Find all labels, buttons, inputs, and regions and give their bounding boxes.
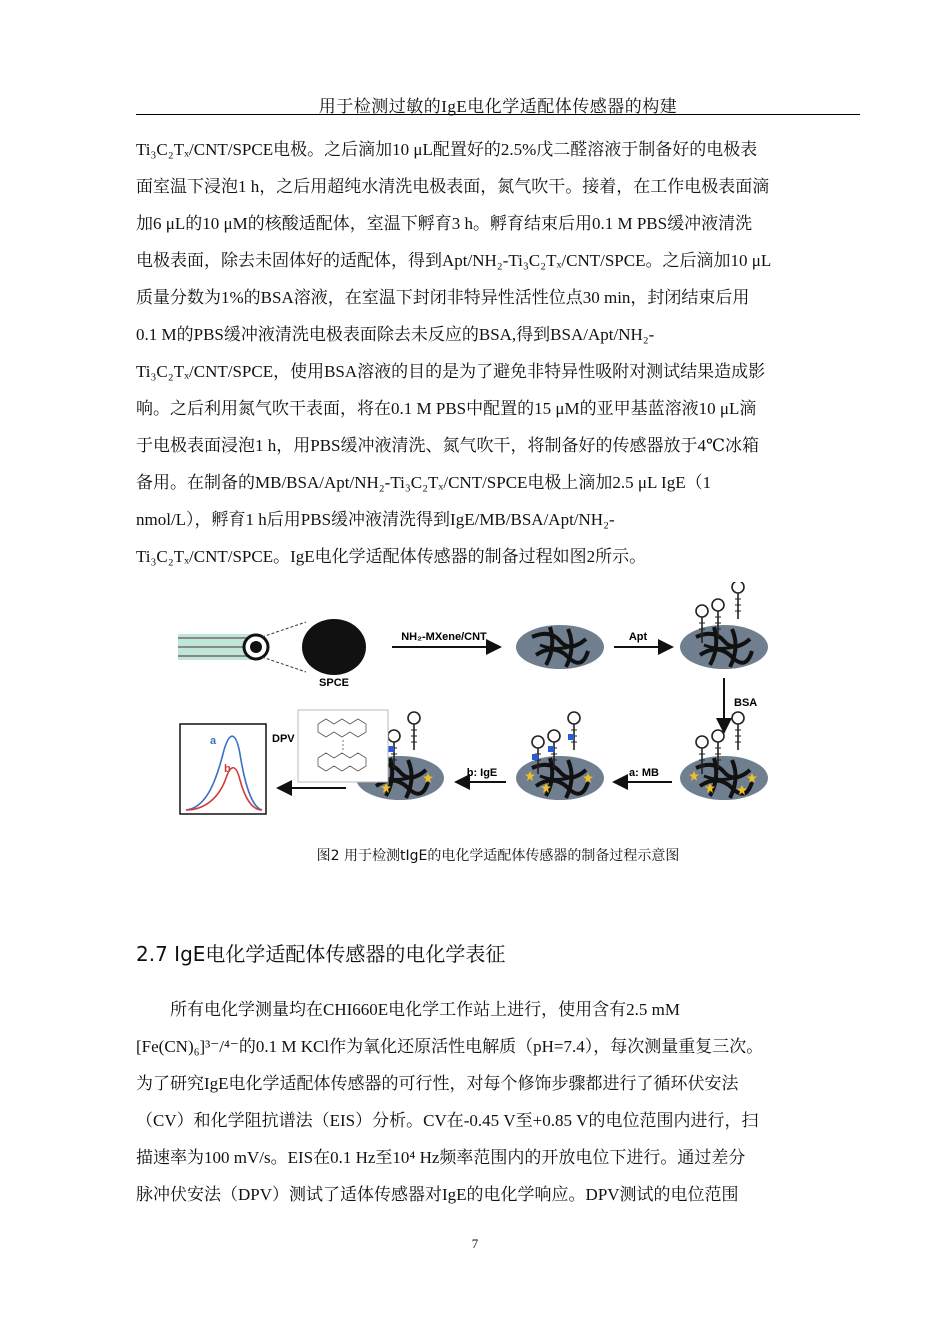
running-header: 用于检测过敏的IgE电化学适配体传感器的构建 <box>318 97 678 116</box>
text-line: 质量分数为1%的BSA溶液，在室温下封闭非特异性活性位点30 min，封闭结束后用 <box>136 288 750 307</box>
page-number: 7 <box>471 1236 479 1251</box>
text-line: 加6 μL的10 μM的核酸适配体，室温下孵育3 h。孵育结束后用0.1 M PBS缓冲液清洗 <box>136 214 753 233</box>
text-line: nmol/L），孵育1 h后用PBS缓冲液清洗得到IgE/MB/BSA/Apt/NH₂- <box>136 510 615 529</box>
text-line: Ti₃C₂Tₓ/CNT/SPCE电极。之后滴加10 μL配置好的2.5%戊二醛溶液于制备好的电极表 <box>136 140 758 159</box>
figure-caption: 图2 用于检测tIgE的电化学适配体传感器的制备过程示意图 <box>316 848 680 864</box>
text-line: （CV）和化学阻抗谱法（EIS）分析。CV在-0.45 V至+0.85 V的电位范围内进行，扫 <box>136 1111 759 1130</box>
step-ige-label: b: IgE <box>466 767 498 779</box>
body-paragraph-1 <box>136 131 860 575</box>
text-line: 面室温下浸泡1 h，之后用超纯水清洗电极表面，氮气吹干。接着，在工作电极表面滴 <box>136 177 770 196</box>
text-line: 电极表面，除去未固体好的适配体，得到Apt/NH₂-Ti₃C₂Tₓ/CNT/SPCE。之后滴加10 μL <box>136 251 772 270</box>
mb-electrode-icon <box>516 712 604 800</box>
section-heading: 2.7 IgE电化学适配体传感器的电化学表征 <box>136 942 506 966</box>
dpv-plot <box>180 724 295 814</box>
step-mxene-label: NH₂-MXene/CNT <box>401 631 487 643</box>
text-line: 响。之后利用氮气吹干表面，将在0.1 M PBS中配置的15 μM的亚甲基蓝溶液10 μL滴 <box>136 399 757 418</box>
text-line: 于电极表面浸泡1 h，用PBS缓冲液清洗、氮气吹干，将制备好的传感器放于4℃冰箱 <box>136 436 760 455</box>
step-apt-label: Apt <box>628 631 648 643</box>
text-line: 所有电化学测量均在CHI660E电化学工作站上进行，使用含有2.5 mM <box>170 1000 680 1019</box>
dpv-label: DPV <box>272 733 295 745</box>
electrode-surface-icon <box>302 619 366 675</box>
text-line: Ti₃C₂Tₓ/CNT/SPCE，使用BSA溶液的目的是为了避免非特异性吸附对测试结果造成影 <box>136 362 766 381</box>
text-line: Ti₃C₂Tₓ/CNT/SPCE。IgE电化学适配体传感器的制备过程如图2所示。 <box>136 547 647 566</box>
text-line: [Fe(CN)₆]³⁻/⁴⁻的0.1 M KCl作为氧化还原活性电解质（pH=7.4），每次测量重复三次。 <box>136 1037 764 1056</box>
spce-electrode-icon <box>178 622 306 672</box>
header-divider <box>136 114 860 115</box>
text-line: 备用。在制备的MB/BSA/Apt/NH₂-Ti₃C₂Tₓ/CNT/SPCE电极上滴加2.5 μL IgE（1 <box>136 473 712 492</box>
text-line: 0.1 M的PBS缓冲液清洗电极表面除去未反应的BSA,得到BSA/Apt/NH₂- <box>136 325 655 344</box>
step-mb-label: a: MB <box>629 767 659 779</box>
spce-label: SPCE <box>319 677 349 689</box>
modified-electrode-icon <box>516 625 604 669</box>
curve-a-label: a <box>210 735 217 747</box>
body-paragraph-2 <box>136 991 860 1213</box>
step-bsa-label: BSA <box>734 697 758 709</box>
fabrication-scheme-figure <box>176 582 776 820</box>
curve-b-label: b <box>224 763 231 775</box>
text-line: 脉冲伏安法（DPV）测试了适体传感器对IgE的电化学响应。DPV测试的电位范围 <box>136 1185 739 1204</box>
aptamer-electrode-icon <box>680 582 768 669</box>
text-line: 描速率为100 mV/s。EIS在0.1 Hz至10⁴ Hz频率范围内的开放电位下进行。通过差分 <box>136 1148 746 1167</box>
text-line: 为了研究IgE电化学适配体传感器的可行性，对每个修饰步骤都进行了循环伏安法 <box>136 1074 739 1093</box>
methylene-blue-structure-inset <box>298 710 388 782</box>
